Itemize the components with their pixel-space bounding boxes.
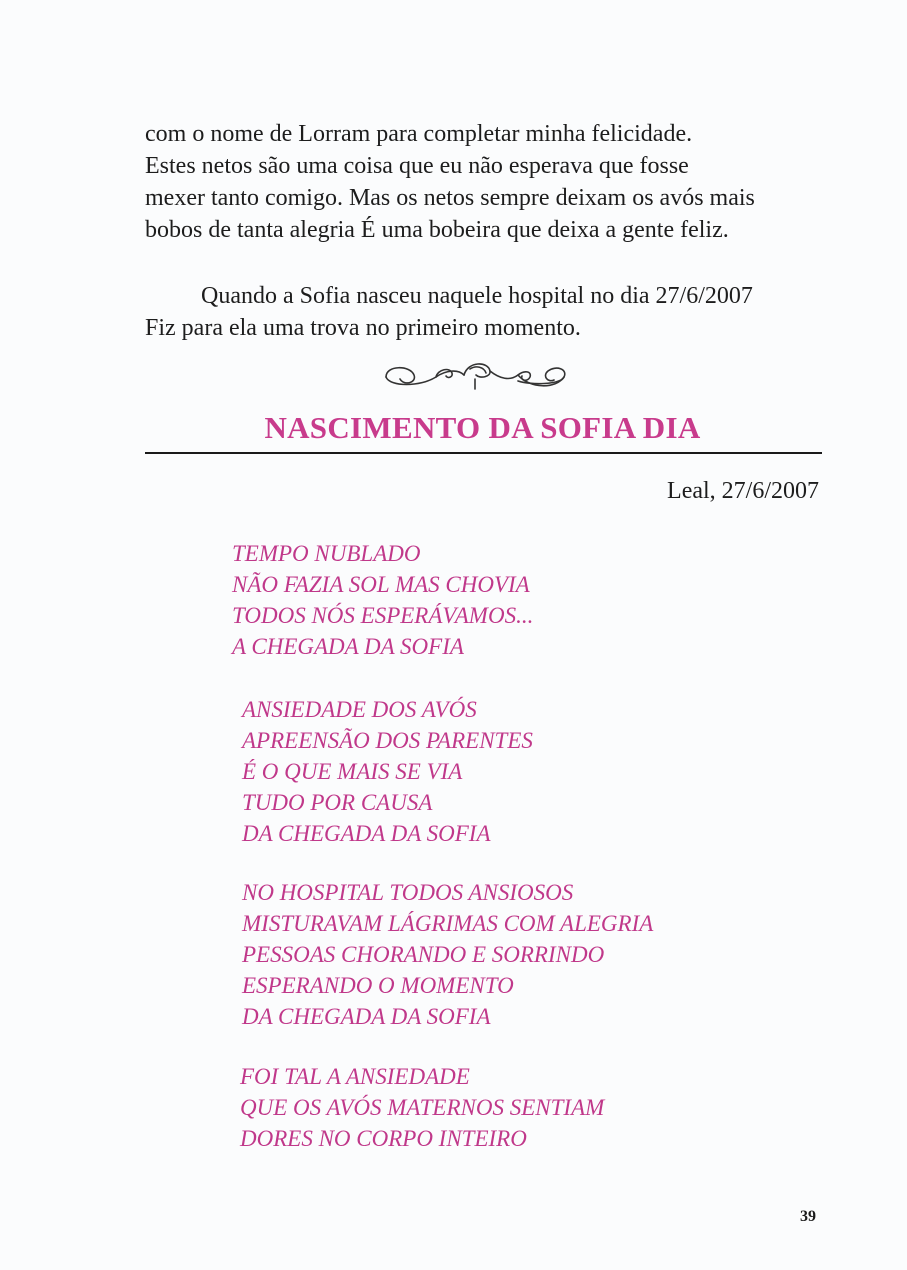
scroll-flourish-icon [380, 355, 570, 395]
stanza-4 [240, 1061, 604, 1154]
paragraph-2 [145, 280, 825, 344]
poem-line: NO HOSPITAL TODOS ANSIOSOS [242, 880, 574, 905]
poem-line: TODOS NÓS ESPERÁVAMOS... [232, 603, 534, 628]
page-number: 39 [800, 1208, 816, 1225]
poem-line: NÃO FAZIA SOL MAS CHOVIA [232, 572, 530, 597]
paragraph-1 [145, 118, 825, 246]
poem-line: ESPERANDO O MOMENTO [242, 973, 514, 998]
stanza-2 [242, 694, 533, 849]
poem-line: QUE OS AVÓS MATERNOS SENTIAM [240, 1095, 605, 1120]
prose-line: bobos de tanta alegria É uma bobeira que deixa a gente feliz. [145, 217, 729, 243]
dateline: Leal, 27/6/2007 [667, 478, 819, 504]
poem-line: DA CHEGADA DA SOFIA [242, 1004, 491, 1029]
poem-line: TUDO POR CAUSA [242, 790, 433, 815]
poem-line: TEMPO NUBLADO [232, 541, 421, 566]
prose-line: mexer tanto comigo. Mas os netos sempre deixam os avós mais [145, 185, 755, 211]
prose-line: Estes netos são uma coisa que eu não esperava que fosse [145, 153, 689, 179]
poem-line: DA CHEGADA DA SOFIA [242, 821, 491, 846]
title-divider [145, 452, 822, 454]
poem-line: ANSIEDADE DOS AVÓS [242, 697, 477, 722]
poem-line: DORES NO CORPO INTEIRO [240, 1126, 527, 1151]
prose-line: Fiz para ela uma trova no primeiro momento. [145, 315, 581, 341]
poem-line: A CHEGADA DA SOFIA [232, 634, 464, 659]
poem-line: PESSOAS CHORANDO E SORRINDO [242, 942, 605, 967]
prose-line: Quando a Sofia nasceu naquele hospital no dia 27/6/2007 [201, 283, 753, 309]
poem-line: APREENSÃO DOS PARENTES [242, 728, 533, 753]
poem-line: FOI TAL A ANSIEDADE [240, 1064, 470, 1089]
stanza-3 [242, 877, 653, 1032]
stanza-1 [232, 538, 533, 662]
poem-title: NASCIMENTO DA SOFIA DIA [264, 410, 701, 445]
poem-line: MISTURAVAM LÁGRIMAS COM ALEGRIA [242, 911, 654, 936]
poem-line: É O QUE MAIS SE VIA [242, 759, 463, 784]
prose-text [145, 118, 825, 344]
prose-line: com o nome de Lorram para completar minha felicidade. [145, 121, 693, 147]
